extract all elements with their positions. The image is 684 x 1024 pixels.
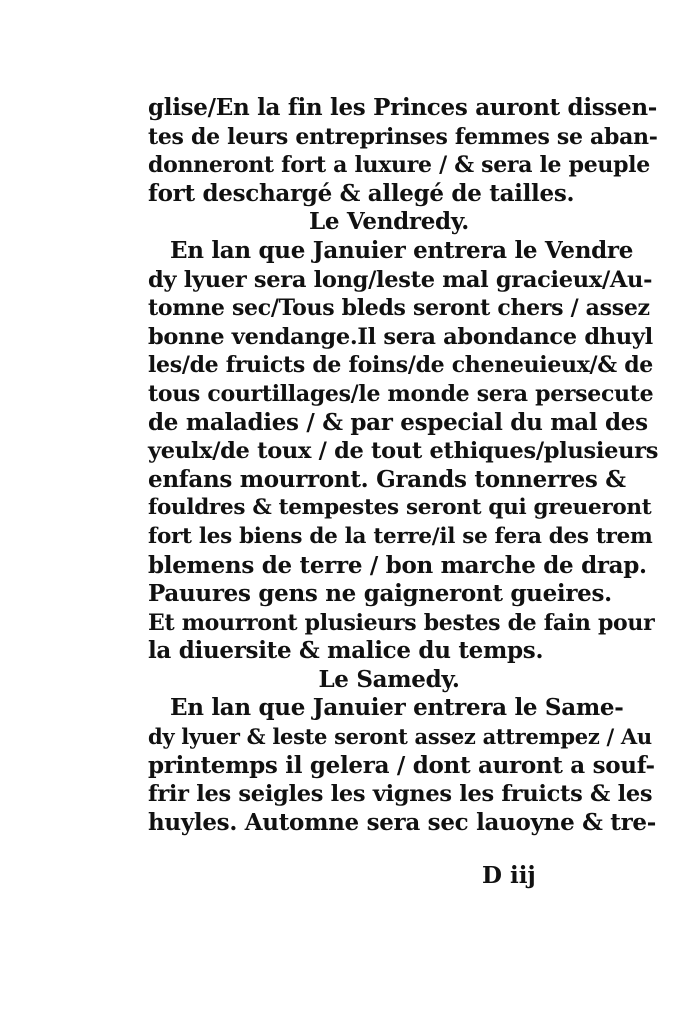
text-line: Et mourront plusieurs bestes de fain pour — [148, 609, 655, 636]
text-line: donneront fort a luxure / & sera le peuple — [148, 152, 650, 179]
text-line: En lan que Januier entrera le Vendre — [170, 236, 634, 264]
section-heading-vendredy: Le Vendredy. — [309, 208, 469, 236]
text-line: huyles. Automne sera sec lauoyne & tre- — [148, 808, 657, 836]
text-line: bonne vendange.Il sera abondance dhuyl — [148, 323, 653, 350]
text-line: dy lyuer & leste seront assez attrempez / Au — [148, 724, 652, 750]
text-line: dy lyuer sera long/leste mal gracieux/Au- — [148, 266, 653, 293]
text-line: fouldres & tempestes seront qui greueront — [148, 495, 652, 521]
text-line: tomne sec/Tous bleds seront chers / assez — [148, 295, 650, 322]
text-line: printemps il gelera / dont auront a souf- — [148, 751, 655, 779]
text-line: les/de fruicts de foins/de cheneuieux/& de — [148, 352, 653, 379]
text-line: yeulx/de toux / de tout ethiques/plusieurs — [148, 438, 659, 465]
section-heading-samedy: Le Samedy. — [318, 665, 460, 693]
text-line: enfans mourront. Grands tonnerres & — [148, 465, 626, 493]
text-line: En lan que Januier entrera le Same- — [170, 694, 624, 722]
text-line: fort deschargé & allegé de tailles. — [148, 179, 575, 207]
text-line: fort les biens de la terre/il se fera des trem — [148, 523, 653, 549]
text-line: blemens de terre / bon marche de drap. — [148, 551, 647, 579]
text-line: Pauures gens ne gaigneront gueires. — [148, 580, 612, 608]
page-folio: D iij — [482, 862, 536, 889]
text-line: tous courtillages/le monde sera persecute — [148, 380, 654, 407]
text-line: de maladies / & par especial du mal des — [148, 408, 648, 436]
text-line: glise/En la fin les Princes auront dissen- — [148, 94, 658, 121]
page-text — [148, 94, 660, 837]
text-line: frir les seigles les vignes les fruicts & les — [148, 781, 653, 808]
text-line: tes de leurs entreprinses femmes se aban- — [148, 123, 658, 150]
text-line: la diuersite & malice du temps. — [148, 637, 544, 665]
